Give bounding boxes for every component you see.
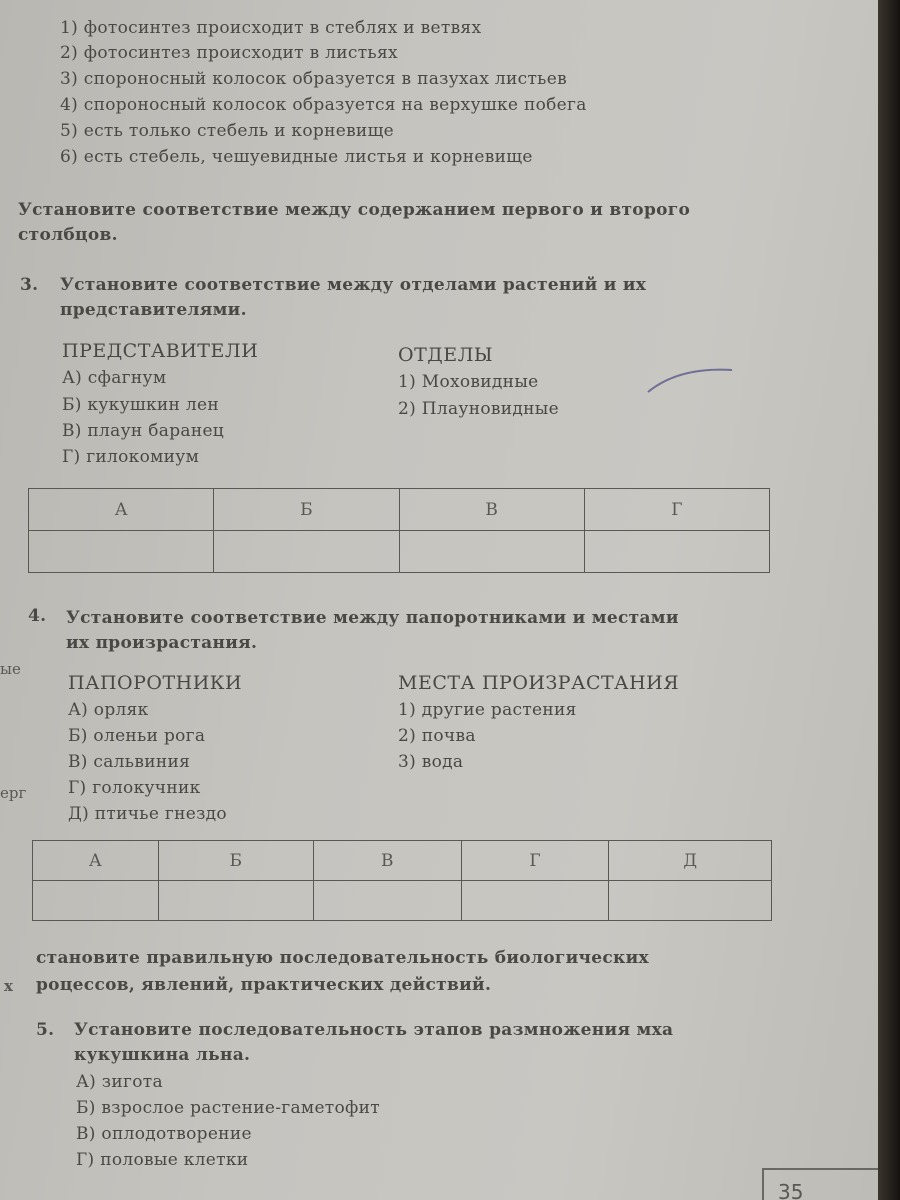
q4-table-header: Д: [609, 841, 772, 881]
q4-right-item: 1) другие растения: [398, 700, 577, 720]
q3-table-header: Г: [584, 489, 769, 531]
q3-left-item: Г) гилокомиум: [62, 447, 200, 467]
q3-right-item: 2) Плауновидные: [398, 399, 559, 419]
q4-answer-cell[interactable]: [158, 881, 313, 921]
q4-right-header: МЕСТА ПРОИЗРАСТАНИЯ: [398, 672, 680, 694]
q5-item: А) зигота: [76, 1072, 163, 1092]
margin-fragment: ые: [0, 660, 21, 678]
q4-table-header: В: [313, 841, 461, 881]
q3-left-item: Б) кукушкин лен: [62, 395, 219, 415]
q4-text-line1: Установите соответствие между папоротниками и местами: [66, 608, 679, 628]
q3-table-header: В: [399, 489, 584, 531]
section-sequence-line1: становите правильную последовательность биологических: [36, 948, 649, 968]
book-spine-edge: [878, 0, 900, 1200]
margin-fragment: х: [4, 977, 13, 995]
q3-text-line2: представителями.: [60, 300, 247, 320]
q4-left-item: Д) птичье гнездо: [68, 804, 227, 824]
q4-right-item: 2) почва: [398, 726, 476, 746]
q4-table-header: А: [33, 841, 159, 881]
q2-option-1: 1) фотосинтез происходит в стеблях и ветвях: [60, 18, 482, 38]
q5-item: Б) взрослое растение-гаметофит: [76, 1098, 380, 1118]
q3-table-header: А: [29, 489, 214, 531]
q2-option-4: 4) спороносный колосок образуется на верхушке побега: [60, 95, 587, 115]
q4-left-item: Б) оленьи рога: [68, 726, 206, 746]
q3-left-item: В) плаун баранец: [62, 421, 225, 441]
pen-stroke: [640, 360, 740, 400]
q3-number: 3.: [20, 275, 39, 295]
q5-item: Г) половые клетки: [76, 1150, 249, 1170]
q2-option-6: 6) есть стебель, чешуевидные листья и корневище: [60, 147, 533, 167]
q3-answer-cell[interactable]: [214, 531, 399, 573]
q5-number: 5.: [36, 1020, 55, 1040]
q4-answer-cell[interactable]: [313, 881, 461, 921]
q5-text-line2: кукушкина льна.: [74, 1045, 251, 1065]
q3-answer-cell[interactable]: [584, 531, 769, 573]
q4-number: 4.: [28, 606, 47, 626]
q4-table-header: Г: [461, 841, 609, 881]
q3-answer-cell[interactable]: [29, 531, 214, 573]
section-sequence-line2: роцессов, явлений, практических действий.: [36, 975, 492, 995]
q3-answer-table: [28, 488, 770, 573]
q4-answer-table: [32, 840, 772, 921]
q2-option-2: 2) фотосинтез происходит в листьях: [60, 43, 398, 63]
q4-answer-cell[interactable]: [461, 881, 609, 921]
section-match-line1: Установите соответствие между содержанием первого и второго: [18, 200, 691, 220]
q4-left-item: Г) голокучник: [68, 778, 201, 798]
q3-right-item: 1) Моховидные: [398, 372, 539, 392]
q2-option-5: 5) есть только стебель и корневище: [60, 121, 395, 141]
q3-left-item: А) сфагнум: [62, 368, 167, 388]
q4-left-header: ПАПОРОТНИКИ: [68, 672, 243, 694]
q4-left-item: В) сальвиния: [68, 752, 191, 772]
q4-left-item: А) орляк: [68, 700, 149, 720]
q4-answer-cell[interactable]: [33, 881, 159, 921]
q5-item: В) оплодотворение: [76, 1124, 252, 1144]
q3-right-header: ОТДЕЛЫ: [398, 344, 494, 366]
q3-table-header: Б: [214, 489, 399, 531]
q3-answer-cell[interactable]: [399, 531, 584, 573]
q5-text-line1: Установите последовательность этапов размножения мха: [74, 1020, 674, 1040]
q4-text-line2: их произрастания.: [66, 633, 258, 653]
q4-table-header: Б: [158, 841, 313, 881]
q2-option-3: 3) спороносный колосок образуется в пазухах листьев: [60, 69, 567, 89]
page-number: 35: [762, 1168, 878, 1200]
q4-answer-cell[interactable]: [609, 881, 772, 921]
q3-left-header: ПРЕДСТАВИТЕЛИ: [62, 340, 259, 362]
section-match-line2: столбцов.: [18, 225, 118, 245]
q4-right-item: 3) вода: [398, 752, 464, 772]
q3-text-line1: Установите соответствие между отделами растений и их: [60, 275, 647, 295]
margin-fragment: ерг: [0, 784, 27, 802]
